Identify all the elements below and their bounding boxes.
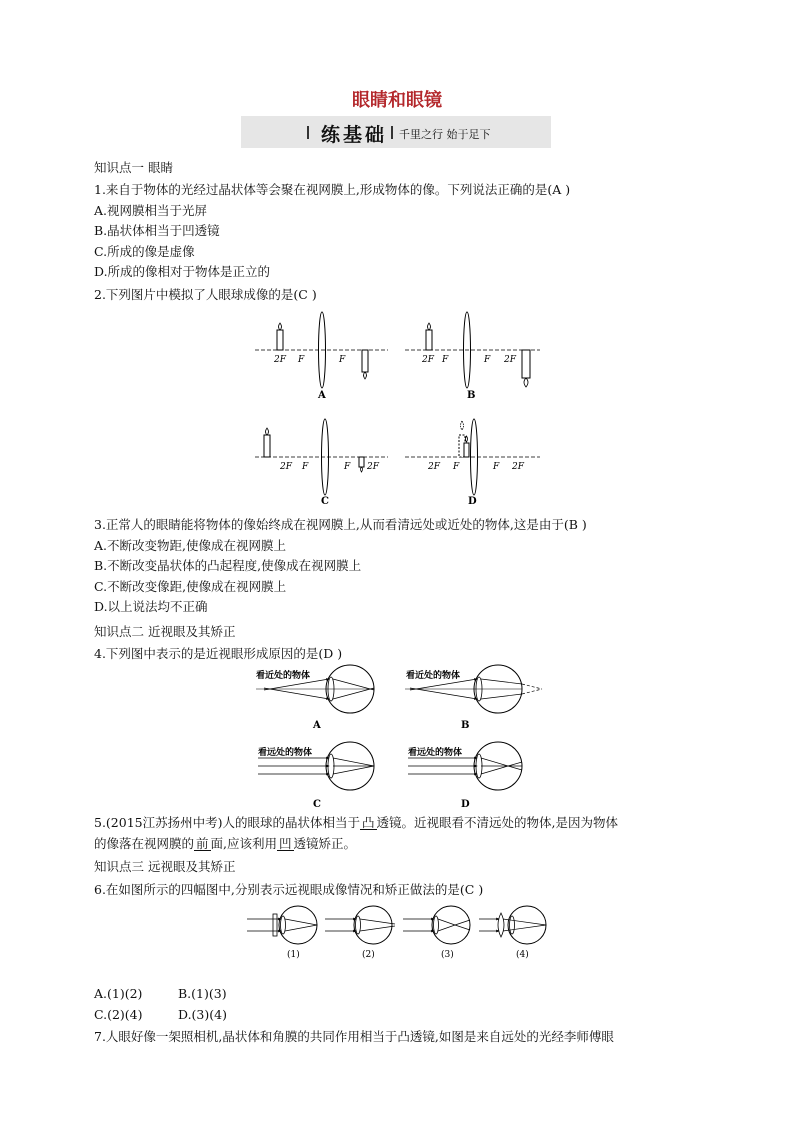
section-heading-2: 知识点二 近视眼及其矫正: [94, 624, 236, 639]
question-1-option-d: D.所成的像相对于物体是正立的: [94, 264, 271, 279]
q2b-f-label-right: F: [484, 355, 491, 365]
question-1-stem: 1.来自于物体的光经过晶状体等会聚在视网膜上,形成物体的像。下列说法正确的是(A ): [94, 182, 571, 197]
q2-label-c: C: [321, 496, 329, 507]
q4-label-c: C: [313, 799, 321, 810]
q4-diagram-c: [258, 742, 374, 810]
section-banner: [241, 116, 551, 148]
question-3-option-d: D.以上说法均不正确: [94, 599, 208, 614]
q4c-far-label: 看远处的物体: [258, 748, 313, 758]
banner-left-bar: [307, 126, 309, 139]
q5-answer-lens: 凸: [362, 815, 375, 830]
q5-answer-position: 前: [196, 836, 209, 851]
section-heading-3: 知识点三 远视眼及其矫正: [94, 859, 236, 874]
question-5-line-2: [94, 836, 356, 852]
q2d-2f-label: 2F: [428, 462, 440, 472]
question-1-option-c: C.所成的像是虚像: [94, 244, 195, 259]
section-heading-1: 知识点一 眼睛: [94, 160, 173, 175]
q6-diagram-3: [403, 906, 470, 960]
question-6-option-d: D.(3)(4): [178, 1007, 227, 1022]
question-6-option-b: B.(1)(3): [178, 986, 227, 1001]
q6-label-1: (1): [287, 950, 300, 960]
q6-diagram-4: [479, 906, 546, 960]
q4a-near-label: 看近处的物体: [256, 671, 311, 681]
banner-right-bar: [391, 126, 393, 139]
q2c-2f-label-right: 2F: [367, 462, 379, 472]
q6-label-3: (3): [441, 950, 454, 960]
banner-main-label: 练基础: [321, 124, 388, 146]
question-6-figure: [245, 902, 555, 964]
question-6-stem: 6.在如图所示的四幅图中,分别表示远视眼成像情况和矫正做法的是(C ): [94, 882, 484, 897]
question-3-option-c: C.不断改变像距,使像成在视网膜上: [94, 579, 287, 594]
q4-label-b: B: [461, 720, 470, 731]
q6-diagram-2: [325, 906, 395, 960]
q2-label-d: D: [468, 496, 477, 507]
q6-diagram-1: [247, 906, 317, 960]
page-title: 眼睛和眼镜: [352, 90, 442, 111]
question-4-stem: 4.下列图中表示的是近视眼形成原因的是(D ): [94, 646, 343, 661]
question-3-option-a: A.不断改变物距,使像成在视网膜上: [94, 538, 286, 553]
q2d-2f-label-right: 2F: [512, 462, 524, 472]
question-2-stem: 2.下列图片中模拟了人眼球成像的是(C ): [94, 287, 317, 302]
question-1-option-b: B.晶状体相当于凹透镜: [94, 223, 220, 238]
question-3-stem: 3.正常人的眼睛能将物体的像始终成在视网膜上,从而看清远处或近处的物体,这是由于(B ): [94, 517, 587, 532]
question-5-line-1: [94, 815, 618, 831]
q5-text-3: 的像落在视网膜的: [94, 836, 195, 851]
q2c-f-label-right: F: [344, 462, 351, 472]
question-4-figure: [250, 662, 550, 812]
q4-diagram-d: [408, 742, 522, 810]
q5-answer-correction: 凹: [279, 836, 292, 851]
question-7-stem: 7.人眼好像一架照相机,晶状体和角膜的共同作用相当于凸透镜,如图是来自远处的光经李师傅眼: [94, 1029, 614, 1044]
q4b-near-label: 看近处的物体: [406, 671, 461, 681]
q2-label-a: A: [318, 390, 326, 401]
q5-text-2: 透镜。近视眼看不清远处的物体,是因为物体: [376, 815, 618, 830]
question-1-option-a: A.视网膜相当于光屏: [94, 203, 208, 218]
q4d-far-label: 看远处的物体: [408, 748, 463, 758]
q5-text-1: 5.(2015江苏扬州中考)人的眼球的晶状体相当于: [94, 815, 360, 830]
question-6-option-c: C.(2)(4): [94, 1007, 143, 1022]
q2a-f-label: F: [298, 355, 305, 365]
q2d-f-label: F: [453, 462, 460, 472]
q4-diagram-a: [256, 665, 374, 731]
question-3-option-b: B.不断改变晶状体的凸起程度,使像成在视网膜上: [94, 558, 362, 573]
q4-diagram-b: [405, 665, 542, 731]
q2-label-b: B: [467, 390, 476, 401]
q4-label-d: D: [461, 799, 470, 810]
q2a-2f-label: 2F: [274, 355, 286, 365]
banner-subtitle: 千里之行 始于足下: [399, 128, 491, 141]
q5-text-5: 透镜矫正。: [293, 836, 357, 851]
q4-label-a: A: [313, 720, 321, 731]
q2-diagram-b: [405, 312, 540, 401]
q6-label-4: (4): [516, 950, 529, 960]
q5-text-4: 面,应该利用: [210, 836, 278, 851]
q2b-2f-label: 2F: [422, 355, 434, 365]
q2c-2f-label: 2F: [280, 462, 292, 472]
q2c-f-label: F: [302, 462, 309, 472]
q2d-f-label-right: F: [493, 462, 500, 472]
q2-diagram-c: [255, 419, 388, 507]
q2b-2f-label-right: 2F: [504, 355, 516, 365]
q2b-f-label: F: [442, 355, 449, 365]
q2-diagram-a: [255, 312, 388, 401]
q2a-f-label-right: F: [339, 355, 346, 365]
question-2-figure: [250, 305, 550, 515]
q2-diagram-d: [405, 419, 540, 507]
q6-label-2: (2): [362, 950, 375, 960]
question-6-option-a: A.(1)(2): [94, 986, 143, 1001]
